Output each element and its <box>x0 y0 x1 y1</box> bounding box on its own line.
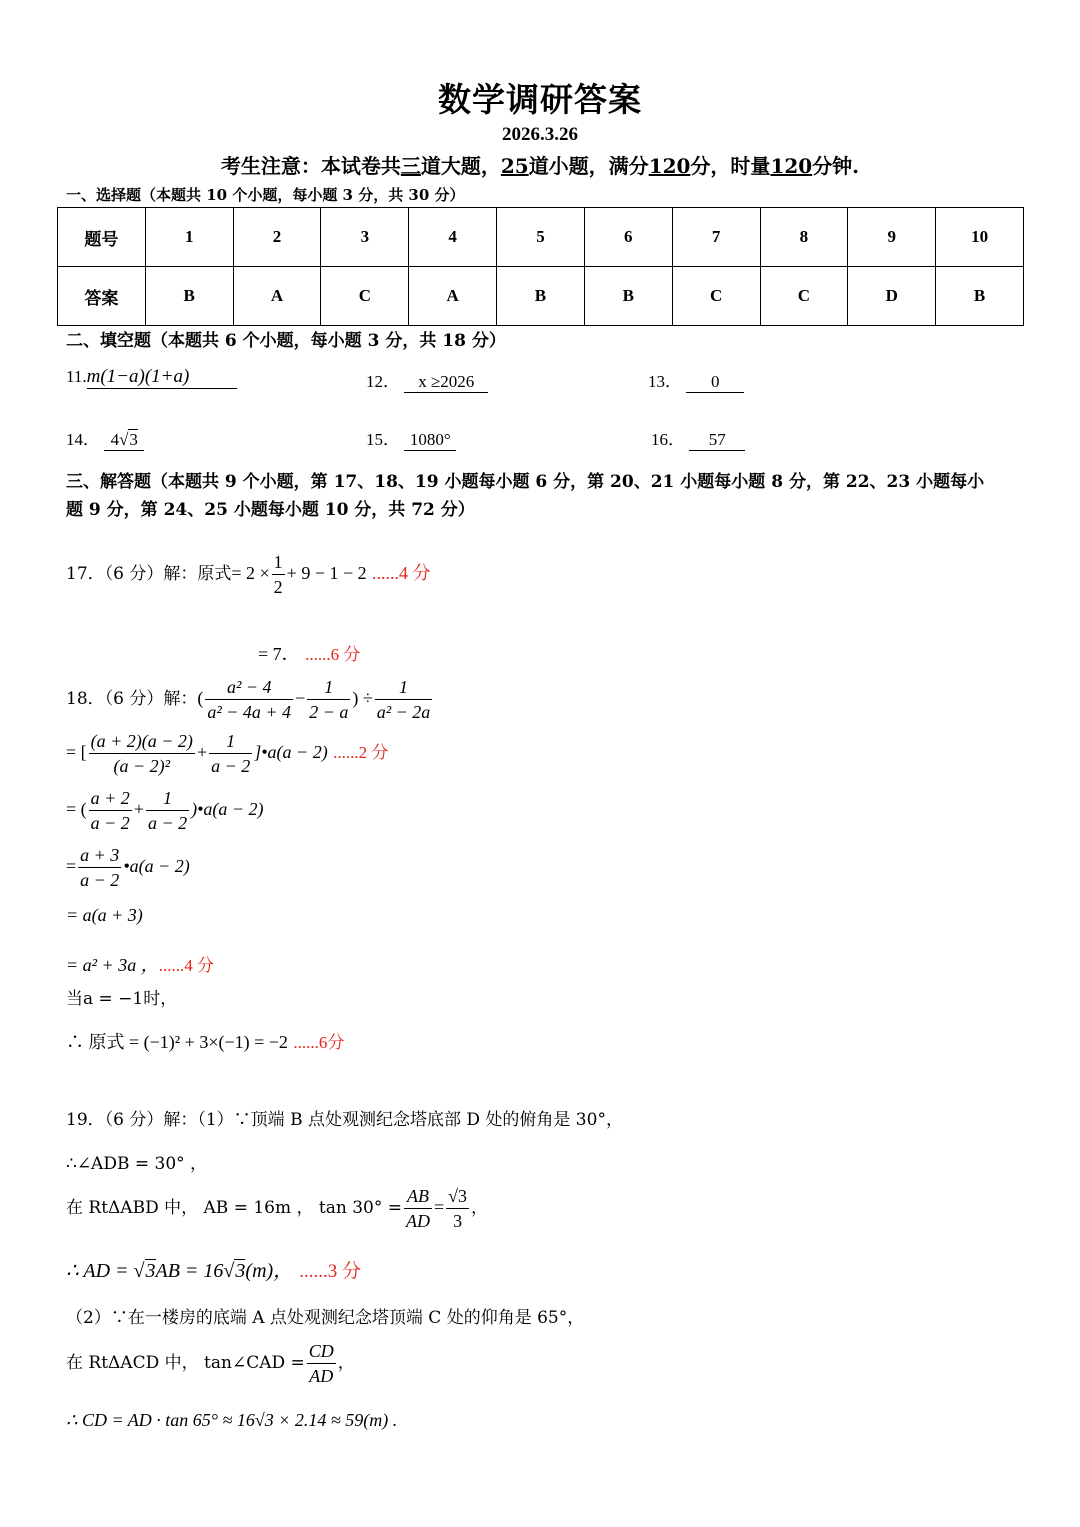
table-row-question-numbers <box>58 208 1024 267</box>
q18-line1: 18．（6 分）解：( $\frac{\text{a² − 4}}{\text{a² − 4a + 4}}$ − $\frac{1}{2 - a}$ ) ÷ $\frac{1}{\text{a² − 2a}}$ <box>66 677 431 722</box>
section1-heading: 一、选择题（本题共 10 个小题，每小题 3 分，共 30 分） <box>66 186 465 204</box>
question-number: 2 <box>233 208 321 267</box>
question-number: 6 <box>584 208 672 267</box>
q19-line3: 在 RtΔABD 中， AB = 16m ， tan 30° = $\frac{AB}{AD}$ = $\frac{√3}{3}$ ， <box>66 1186 489 1231</box>
q18-line7: 当a = −1时， <box>66 989 178 1009</box>
table-row-answers <box>58 267 1024 326</box>
q19-line7: ∴ CD = AD · tan 65° ≈ 16√3 × 2.14 ≈ 59(m) . <box>66 1410 398 1430</box>
answer-cell: A <box>233 267 321 326</box>
q18-line3: = ( $\frac{a + 2}{a - 2}$ + $\frac{1}{a - 2}$ )•a(a − 2) <box>66 788 264 833</box>
q18-line2: = [ $\frac{(a + 2)(a - 2)}{\text{(a − 2)²}}$ + $\frac{1}{a - 2}$ ]•a(a − 2) ......2 分 <box>66 731 389 776</box>
q19-line4: ∴ AD = √3AB = 16√3(m)， ......3 分 <box>66 1260 361 1282</box>
answer-cell: B <box>584 267 672 326</box>
q16-answer: 16． 57 <box>651 425 745 451</box>
row-label-question: 题号 <box>58 208 146 267</box>
answer-table <box>57 207 1024 326</box>
section3-heading-line2: 题 9 分，第 24、25 小题每小题 10 分，共 72 分） <box>66 500 475 520</box>
exam-date: 2026.3.26 <box>502 124 578 145</box>
section3-heading-line1: 三、解答题（本题共 9 个小题，第 17、18、19 小题每小题 6 分，第 20、21 小题每小题 8 分，第 22、23 小题每小 <box>66 472 985 492</box>
answer-cell: D <box>848 267 936 326</box>
page-title: 数学调研答案 <box>438 80 642 119</box>
answer-cell: A <box>409 267 497 326</box>
q15-answer: 15． 1080° <box>366 425 456 451</box>
q13-answer: 13． 0 <box>648 367 744 393</box>
q11-answer: 11.m(1−a)(1+a) <box>66 366 237 389</box>
q19-line6: 在 RtΔACD 中， tan∠CAD = $\frac{CD}{AD}$ ， <box>66 1341 355 1386</box>
q17-line1: 17．（6 分）解：原式= 2 × $\frac{1}{2}$ + 9 − 1 − 2 ......4 分 <box>66 552 431 597</box>
q19-line5: （2）∵在一楼房的底端 A 点处观测纪念塔顶端 C 处的仰角是 65°， <box>66 1308 585 1328</box>
q12-answer: 12． x ≥2026 <box>366 367 488 393</box>
q14-answer: 14． 4√3 <box>66 425 144 451</box>
section2-heading: 二、填空题（本题共 6 个小题，每小题 3 分，共 18 分） <box>66 331 506 351</box>
question-number: 3 <box>321 208 409 267</box>
q18-line8: ∴ 原式 = (−1)² + 3×(−1) = −2 ......6分 <box>66 1032 345 1052</box>
q17-line2: = 7． ......6 分 <box>258 644 361 664</box>
q18-line5: = a(a + 3) <box>66 905 143 925</box>
answer-cell: B <box>936 267 1024 326</box>
exam-notice: 考生注意：本试卷共三道大题，25道小题，满分120分，时量120分钟. <box>220 154 860 178</box>
question-number: 9 <box>848 208 936 267</box>
q19-line1: 19．（6 分）解：（1）∵顶端 B 点处观测纪念塔底部 D 处的俯角是 30°， <box>66 1110 623 1130</box>
question-number: 8 <box>760 208 848 267</box>
question-number: 7 <box>672 208 760 267</box>
question-number: 1 <box>145 208 233 267</box>
question-number: 4 <box>409 208 497 267</box>
answer-cell: B <box>497 267 585 326</box>
answer-cell: C <box>760 267 848 326</box>
row-label-answer: 答案 <box>58 267 146 326</box>
question-number: 10 <box>936 208 1024 267</box>
question-number: 5 <box>497 208 585 267</box>
answer-cell: C <box>321 267 409 326</box>
answer-cell: B <box>145 267 233 326</box>
q18-line4: = $\frac{a + 3}{a - 2}$ •a(a − 2) <box>66 845 190 890</box>
answer-cell: C <box>672 267 760 326</box>
q19-line2: ∴∠ADB = 30° ， <box>66 1154 208 1174</box>
q18-line6: = a² + 3a ，......4 分 <box>66 955 214 975</box>
